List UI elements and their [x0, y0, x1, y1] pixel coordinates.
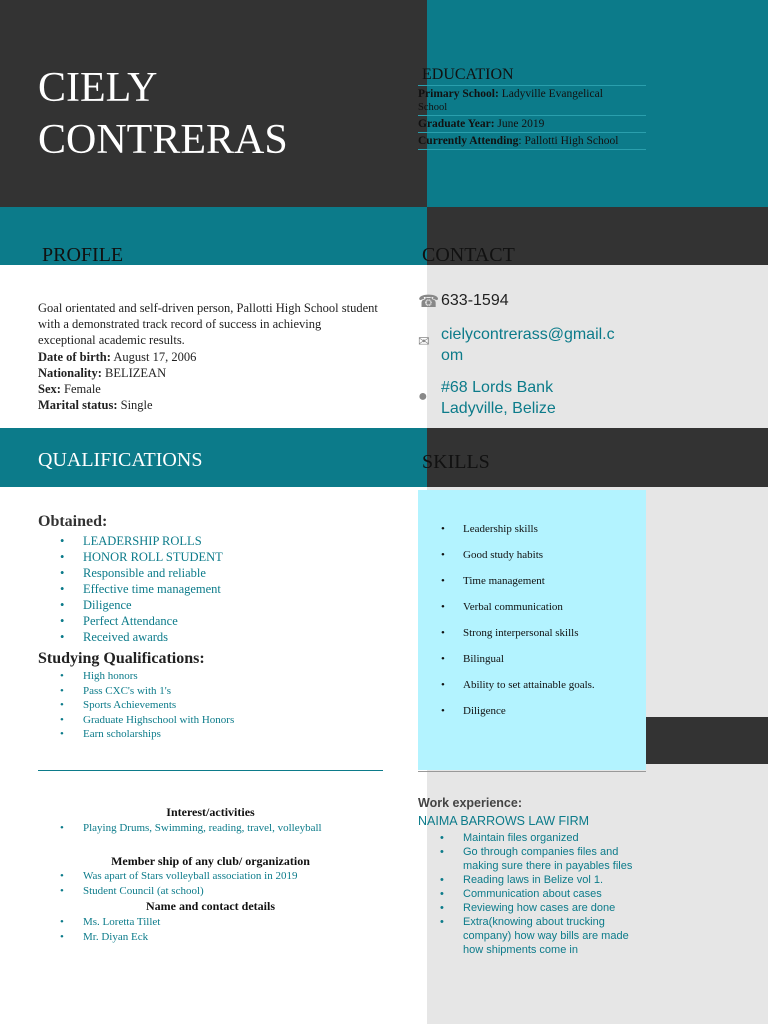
first-name: CIELY [38, 65, 158, 111]
list-item: • Student Council (at school) [38, 884, 297, 899]
list-item: • HONOR ROLL STUDENT [38, 549, 223, 565]
contact-title: CONTACT [422, 244, 515, 266]
obtained-list [38, 533, 223, 645]
profile-summary: Goal orientated and self-driven person, Pallotti High School student with a demonstrated track record of success in achieving exceptional academic results. [38, 301, 378, 347]
list-item: • Effective time management [38, 581, 223, 597]
education-divider [418, 132, 646, 133]
references-list [38, 915, 160, 944]
interests-title: Interest/activities [166, 805, 255, 819]
list-item: • LEADERSHIP ROLLS [38, 533, 223, 549]
list-item: • Verbal communication [438, 598, 595, 624]
list-item: • High honors [38, 669, 234, 684]
work-title: Work experience: [418, 796, 522, 810]
list-item: • Extra(knowing about trucking company) how way bills are made how shipments come in [418, 915, 648, 957]
list-item: • Ms. Loretta Tillet [38, 915, 160, 930]
list-item: • Pass CXC's with 1's [38, 684, 234, 699]
profile-detail: Date of birth: August 17, 2006 [38, 350, 197, 364]
last-name: CONTRERAS [38, 117, 288, 163]
list-item: • Mr. Diyan Eck [38, 930, 160, 945]
location-icon: ● [418, 388, 428, 405]
accent-dark-block [646, 717, 768, 764]
work-list [418, 831, 648, 957]
education-row: School [418, 102, 448, 113]
profile-detail: Nationality: BELIZEAN [38, 366, 167, 380]
phone-number[interactable]: 633-1594 [441, 292, 509, 309]
profile-title: PROFILE [42, 244, 124, 266]
membership-title: Member ship of any club/ organization [111, 854, 310, 868]
list-item: • Strong interpersonal skills [438, 624, 595, 650]
education-row: Graduate Year: June 2019 [418, 118, 545, 130]
education-divider [418, 149, 646, 150]
obtained-title: Obtained: [38, 513, 108, 530]
education-title: EDUCATION [422, 66, 514, 83]
education-divider [418, 115, 646, 116]
skills-list [438, 520, 595, 728]
qualifications-title: QUALIFICATIONS [38, 449, 203, 471]
list-item: • Good study habits [438, 546, 595, 572]
address: #68 Lords Bank Ladyville, Belize [441, 379, 556, 417]
skills-title: SKILLS [422, 451, 490, 473]
list-item: • Bilingual [438, 650, 595, 676]
email-link[interactable]: cielycontrerass@gmail.c om [441, 326, 615, 364]
profile-detail: Marital status: Single [38, 398, 153, 412]
list-item: • Ability to set attainable goals. [438, 676, 595, 702]
section-divider [38, 770, 383, 771]
references-title: Name and contact details [146, 899, 275, 913]
list-item: • Time management [438, 572, 595, 598]
list-item: • Perfect Attendance [38, 613, 223, 629]
list-item: • Reading laws in Belize vol 1. [418, 873, 648, 887]
envelope-icon: ✉ [418, 335, 430, 350]
profile-detail: Sex: Female [38, 382, 101, 396]
profile-section [38, 300, 378, 413]
education-divider [418, 85, 646, 86]
candidate-name [38, 62, 288, 166]
list-item: • Diligence [38, 597, 223, 613]
work-firm: NAIMA BARROWS LAW FIRM [418, 814, 590, 828]
list-item: • Maintain files organized [418, 831, 648, 845]
interests-list [38, 821, 322, 836]
studying-title: Studying Qualifications: [38, 650, 205, 667]
skills-divider [418, 771, 646, 772]
list-item: • Earn scholarships [38, 727, 234, 742]
list-item: • Diligence [438, 702, 595, 728]
education-row: Currently Attending: Pallotti High School [418, 135, 619, 147]
membership-list [38, 869, 297, 898]
list-item: • Communication about cases [418, 887, 648, 901]
studying-list [38, 669, 234, 742]
list-item: • Reviewing how cases are done [418, 901, 648, 915]
list-item: • Go through companies files and making sure there in payables files [418, 845, 648, 873]
list-item: • Graduate Highschool with Honors [38, 713, 234, 728]
list-item: • Leadership skills [438, 520, 595, 546]
phone-icon: ☎ [418, 292, 440, 311]
list-item: • Playing Drums, Swimming, reading, travel, volleyball [38, 821, 322, 836]
list-item: • Sports Achievements [38, 698, 234, 713]
list-item: • Received awards [38, 629, 223, 645]
list-item: • Was apart of Stars volleyball association in 2019 [38, 869, 297, 884]
education-row: Primary School: Ladyville Evangelical [418, 88, 603, 100]
list-item: • Responsible and reliable [38, 565, 223, 581]
